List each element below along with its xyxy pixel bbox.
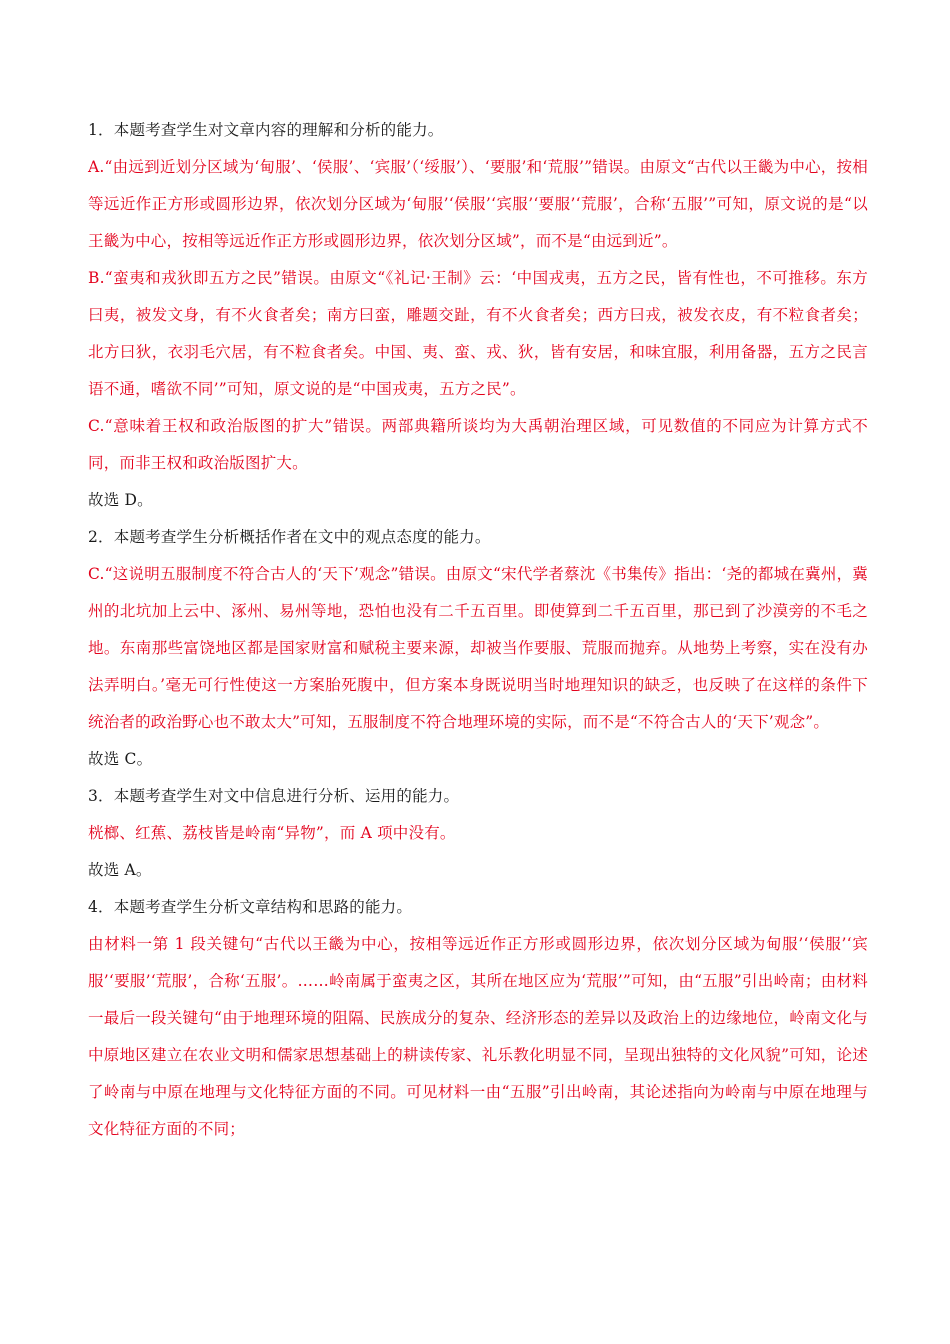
q4-heading: 4．本题考查学生分析文章结构和思路的能力。	[88, 898, 413, 916]
q4-analysis: 由材料一第 1 段关键句“古代以王畿为中心，按相等远近作正方形或圆形边界，依次划分区域为甸服’‘侯服’‘宾服’‘要服’‘荒服’，合称‘五服’。……岭南属于蛮夷之区，其所在地区应为‘荒服’”可知，由“五服”引出岭南；由材料一最后一段关键句“由于地理环境的阻隔、民族成分的复杂、经济形态的差异以及政治上的边缘地位，岭南文化与中原地区建立在农业文明和儒家思想基础上的耕读传家、礼乐教化明显不同，呈现出独特的文化风貌”可知，论述了岭南与中原在地理与文化特征方面的不同。可见材料一由“五服”引出岭南，其论述指向为岭南与中原在地理与文化特征方面的不同；	[88, 935, 868, 1138]
q2-option-c-analysis: C.“这说明五服制度不符合古人的‘天下’观念”错误。由原文“宋代学者蔡沈《书集传》指出：‘尧的都城在冀州，冀州的北坑加上云中、涿州、易州等地，恐怕也没有二千五百里。即使算到二千五百里，那已到了沙漠旁的不毛之地。东南那些富饶地区都是国家财富和赋税主要来源，却被当作要服、荒服而抛弃。从地势上考察，实在没有办法弄明白。’毫无可行性使这一方案胎死腹中，但方案本身既说明当时地理知识的缺乏，也反映了在这样的条件下统治者的政治野心也不敢太大”可知，五服制度不符合地理环境的实际，而不是“不符合古人的‘天下’观念”。	[88, 565, 868, 731]
q3-analysis: 桄榔、红蕉、荔枝皆是岭南“异物”，而 A 项中没有。	[88, 824, 456, 842]
q2-heading: 2．本题考查学生分析概括作者在文中的观点态度的能力。	[88, 528, 491, 546]
q1-option-b-analysis: B.“蛮夷和戎狄即五方之民”错误。由原文“《礼记·王制》云：‘中国戎夷，五方之民，皆有性也，不可推移。东方曰夷，被发文身，有不火食者矣；南方曰蛮，雕题交趾，有不火食者矣；西方曰戎，被发衣皮，有不粒食者矣；北方曰狄，衣羽毛穴居，有不粒食者矣。中国、夷、蛮、戎、狄，皆有安居，和味宜服，利用备器，五方之民言语不通，嗜欲不同’”可知，原文说的是“中国戎夷，五方之民”。	[88, 269, 868, 398]
q1-option-a-analysis: A.“由远到近划分区域为‘甸服’、‘侯服’、‘宾服’（‘绥服’）、‘要服’和‘荒服’”错误。由原文“古代以王畿为中心，按相等远近作正方形或圆形边界，依次划分区域为‘甸服’‘侯服’‘宾服’‘要服’‘荒服’，合称‘五服’”可知，原文说的是“以王畿为中心，按相等远近作正方形或圆形边界，依次划分区域”，而不是“由远到近”。	[88, 158, 868, 250]
q1-option-c-analysis: C.“意味着王权和政治版图的扩大”错误。两部典籍所谈均为大禹朝治理区域，可见数值的不同应为计算方式不同，而非王权和政治版图扩大。	[88, 417, 868, 472]
q2-answer: 故选 C。	[88, 750, 153, 768]
q1-heading: 1．本题考查学生对文章内容的理解和分析的能力。	[88, 121, 444, 139]
q3-heading: 3．本题考查学生对文中信息进行分析、运用的能力。	[88, 787, 460, 805]
q3-answer: 故选 A。	[88, 861, 152, 879]
q1-answer: 故选 D。	[88, 491, 153, 509]
answer-explanation-body	[88, 112, 868, 1148]
